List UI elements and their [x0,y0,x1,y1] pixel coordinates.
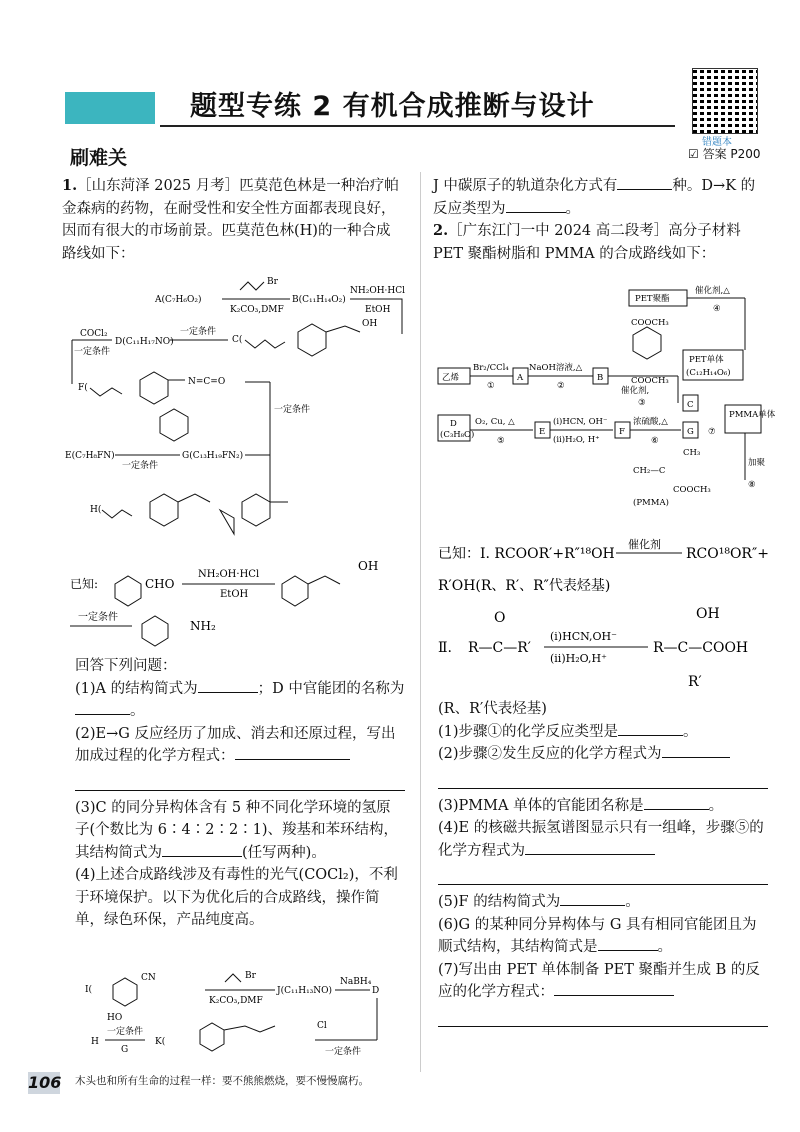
nabh4-label: NaBH₄ [340,977,372,987]
ho-label: HO [107,1013,123,1023]
known1-catalyst: 催化剂 [628,538,661,551]
known-1-product: RCO¹⁸OR″+ [686,546,769,562]
reagent-ab: K₂CO₃,DMF [230,305,284,315]
cond-c-d: 一定条件 [180,327,217,337]
blank-q2-7[interactable] [554,981,674,996]
cn-label: CN [141,973,156,983]
q1-sub1: (1)A 的结构简式为 [75,680,198,697]
reagent-bc1: NH₂OH·HCl [350,286,406,296]
compound-2c: C [687,400,694,410]
q1-end-a: J 中碳原子的轨道杂化方式有 [433,178,618,194]
step-8: ⑧ [748,480,756,490]
q1-optimized-scheme [85,970,405,1070]
section-heading: 刷难关 [70,147,128,169]
compound-2d: D [450,419,457,429]
step-7: ⑦ [708,427,716,437]
blank-q2-2-line[interactable] [438,768,768,789]
step-3: ③ [638,398,646,408]
q2-synthesis-scheme [433,285,776,510]
blank-q2-1[interactable] [618,721,683,736]
pmma-label: (PMMA) [633,498,669,508]
q1-sub3b: (任写两种)。 [242,844,326,861]
compound-c-oh: OH [362,319,378,329]
o2cu-reagent: O₂, Cu, △ [475,417,515,427]
reagent-bc2: EtOH [365,305,391,315]
q1-intro-text: ［山东菏泽 2025 月考］匹莫范色林是一种治疗帕金森病的药物，在耐受性和安全性方面都表现良好，因而有很大的市场前景。匹莫范色林(H)的一种合成路线如下： [62,178,399,262]
compound-h-2: H [91,1037,99,1047]
br2-reagent: Br₂/CCl₄ [473,363,509,373]
pmma-polymer: CH₂—C [633,466,666,476]
q2-subquestions: (R、R′代表烃基) (1)步骤①的化学反应类型是 。 (2)步骤②发生反应的化学方程式为 (3)PMMA 单体的官能团名称是 。 (4)E 的核磁共振氢谱图显示只有一组峰，步骤⑤的化学方程式为 (5)F 的结构简式为 。 (6)G 的某种同分异构体与 G 具有相同官能团且为顺式结构，其结构简式是 。 (7)写出由 PET 单体制备 PET 聚酯并生成 B 的反应的化学方程式： [438,698,768,1033]
q2-sub5: (5)F 的结构简式为 [438,894,561,910]
q1-subquestions: 回答下列问题： (1)A 的结构简式为 ；D 中官能团的名称为。 (2)E→G 反应经历了加成、消去和还原过程，写出加成过程的化学方程式： (3)C 的同分异构体含有 5 种不同化学环境的氢原子(个数比为 6∶4∶2∶2∶1)、羧基和苯环结构，其结构简式为 (任写两种)。 (4)上述合成路线涉及有毒性的光气(COCl₂)，不利于环境保护。以下为优化后的合成路线，操作简单，绿色环保，产品纯度高。 [75,655,405,932]
known-reagent1: NH₂OH·HCl [198,569,260,580]
h2o-reagent: (ii)H₂O, H⁺ [553,435,600,445]
step-5: ⑤ [497,436,505,446]
cond-f-h: 一定条件 [274,405,311,415]
answer-reference [688,145,761,162]
known-2-product: R—C—COOH [653,640,749,656]
known-2-label: Ⅱ. [438,640,452,656]
compound-2e: E [539,427,546,437]
q1-synthesis-scheme [60,262,410,532]
page-title: 题型专练 2 有机合成推断与设计 [190,91,595,122]
compound-h-chain [102,510,132,518]
cocl2-label: COCl₂ [80,329,108,339]
compound-2a: A [517,373,524,383]
compound-h-urea [178,494,210,502]
compound-j: J(C₁₁H₁₃NO) [277,986,333,996]
page-number: 106 [28,1073,62,1092]
compound-h-piperidine [220,510,234,534]
q2-sub2: (2)步骤②发生反应的化学方程式为 [438,746,662,762]
cond-4: 催化剂,△ [695,286,730,296]
known2-cond2: (ⅱ)H₂O,H⁺ [550,652,607,665]
pmma-ch3: CH₃ [683,448,701,458]
oxime-ring [282,576,308,606]
bromide-reagent-2 [225,974,241,982]
known-1: 已知：Ⅰ. RCOOR′+R″¹⁸OH [438,546,615,562]
column-divider [420,172,421,1072]
compound-2f: F [619,427,625,437]
pmma-sub: COOCH₃ [673,485,711,495]
q1-known-reaction [70,552,400,642]
known-2-reactant: R—C—R′ [468,640,531,656]
question-2: J 中碳原子的轨道杂化方式有 种。D→K 的反应类型为 。 2.［广东江门一中 2024 高二段考］高分子材料 PET 聚酯树脂和 PMMA 的合成路线如下： [433,175,768,265]
q1-sub1b: ；D 中官能团的名称为 [257,680,405,697]
q2-intro: ［广东江门一中 2024 高二段考］高分子材料 PET 聚酯树脂和 PMMA 的合成路线如下： [433,223,741,262]
compound-i: I( [85,985,93,995]
pet-resin: PET聚酯 [635,294,670,304]
compound-b: B(C₁₁H₁₄O₂) [292,295,346,305]
answer-prompt: 回答下列问题： [75,658,177,674]
compound-g: G(C₁₃H₁₉FN₂) [182,451,244,461]
q2-sub3: (3)PMMA 单体的官能团名称是 [438,797,644,814]
blank-q1-6[interactable] [506,198,566,213]
pet-formula: (C₁₂H₁₄O₆) [686,368,731,378]
bottom-cooch3: COOCH₃ [631,376,669,386]
known-label: 已知: [70,577,99,591]
q1-sub4: (4)上述合成路线涉及有毒性的光气(COCl₂)，不利于环境保护。以下为优化后的合成路线，操作简单，绿色环保，产品纯度高。 [75,867,398,928]
catalyst-3: 催化剂, [621,386,650,396]
h2so4-reagent: 浓硫酸,△ [633,417,668,427]
blank-q2-4-line[interactable] [438,864,768,885]
cond-k-h: 一定条件 [107,1027,144,1037]
compound-e: E(C₇H₈FN) [65,451,115,461]
cond-e-g: 一定条件 [122,461,159,471]
qr-code[interactable] [692,68,758,134]
known2-o: O [494,610,506,626]
naoh-reagent: NaOH溶液,△ [529,363,583,373]
known-cond: 一定条件 [78,612,118,623]
compound-c-ring [298,324,326,356]
reagent-i-j: K₂CO₃,DMF [209,996,263,1006]
footer-quote: 木头也和所有生命的过程一样：要不熊熊燃烧，要不慢慢腐朽。 [75,1075,369,1087]
q1-sub2: (2)E→G 反应经历了加成、消去和还原过程，写出加成过程的化学方程式： [75,725,396,764]
addpoly-label: 加聚 [748,458,766,468]
known-reagent2: EtOH [220,589,249,600]
compound-2g: G [687,427,694,437]
q2-sub1: (1)步骤①的化学反应类型是 [438,723,619,740]
d-formula: (C₃H₈O) [440,430,475,440]
q1-sub3: (3)C 的同分异构体含有 5 种不同化学环境的氢原子(个数比为 6∶4∶2∶2∶1)、羧基和苯环结构，其结构简式为 [75,799,399,861]
known2-rprime: R′ [688,674,702,690]
known2-cond1: (ⅰ)HCN,OH⁻ [550,630,617,643]
qr-label: 错题本 [702,137,732,148]
compound-c: C( [232,335,243,345]
step-4: ④ [713,304,721,314]
top-cooch3: COOCH₃ [631,318,669,328]
compound-h: H( [90,505,102,515]
compound-f-chain [90,388,122,396]
benzaldehyde-ring [115,576,141,606]
compound-f: F( [78,383,88,393]
compound-i-ring [113,978,137,1006]
blank-q1-1b[interactable] [75,700,130,715]
compound-d-2: D [372,986,380,996]
known-1b: R′OH(R、R′、R″代表烃基) [438,578,611,594]
cond-d-k: 一定条件 [325,1047,362,1057]
blank-q1-5[interactable] [617,175,672,190]
q1-number: 1. [62,177,78,194]
compound-c-oxime [326,326,360,332]
q2-sub4: (4)E 的核磁共振氢谱图显示只有一组峰，步骤⑤的化学方程式为 [438,820,764,859]
ethene: 乙烯 [442,373,460,383]
q2-sub7: (7)写出由 PET 单体制备 PET 聚酯并生成 B 的反应的化学方程式： [438,961,760,1000]
compound-k: K( [155,1037,166,1047]
blank-q2-2[interactable] [662,743,730,758]
blank-q1-2[interactable] [235,745,350,760]
blank-q1-3[interactable] [162,842,242,857]
blank-q2-5[interactable] [560,891,625,906]
piperidone-ring [160,409,188,441]
bromide-reagent-structure [240,282,264,290]
q2-sub6: (6)G 的某种同分异构体与 G 具有相同官能团且为顺式结构，其结构简式是 [438,916,757,955]
compound-d: D(C₁₁H₁₇NO) [115,337,174,347]
q2-number: 2. [433,222,449,239]
compound-2b: B [597,373,604,383]
compound-h-ring2 [242,494,270,526]
bromide-label-2: Br [245,971,256,981]
cho-label: CHO [145,577,175,591]
blank-q1-1[interactable] [198,678,258,693]
blank-q2-7-line[interactable] [438,1006,768,1027]
compound-h-ring1 [150,494,178,526]
cond-d-f: 一定条件 [74,347,111,357]
blank-q1-2-line[interactable] [75,770,405,791]
compound-f-ring [140,372,168,404]
bromide-label: Br [267,277,278,287]
question-1 [62,175,402,265]
cl-label: Cl [317,1021,327,1031]
compound-c-chain [245,340,285,348]
q1-end-b: 种。D→K 的反应类型为 [433,178,756,217]
step-1: ① [487,381,495,391]
reagent-g: G [121,1045,129,1055]
compound-k-ring [200,1023,224,1051]
oxime-chain [308,576,340,584]
arrow-down-c [400,299,402,334]
benzylamine-ring [142,616,168,646]
title-rule [160,125,675,127]
terephthalate-ring [633,327,661,359]
answer-ref-text: 答案 P200 [702,147,761,161]
q1-intro [62,175,402,265]
known-2-note: (R、R′代表烃基) [438,701,547,717]
compound-a: A(C₇H₆O₂) [155,295,202,305]
blank-q2-6[interactable] [598,936,658,951]
pet-monomer: PET单体 [689,355,724,365]
oxime-oh: OH [358,559,379,573]
compound-k-chain [224,1026,275,1032]
known2-oh: OH [696,606,720,622]
step-6: ⑥ [651,436,659,446]
pmma-monomer: PMMA单体 [729,410,776,420]
blank-q2-4[interactable] [525,840,655,855]
step-2: ② [557,381,565,391]
nh2-label: NH₂ [190,619,216,633]
hcn-reagent: (i)HCN, OH⁻ [553,417,608,427]
isocyanate-label: N=C=O [188,377,226,387]
title-banner [65,92,155,124]
checkbox-icon: ☑ [688,147,699,161]
q2-known-reactions [438,540,768,705]
blank-q2-3[interactable] [644,795,709,810]
